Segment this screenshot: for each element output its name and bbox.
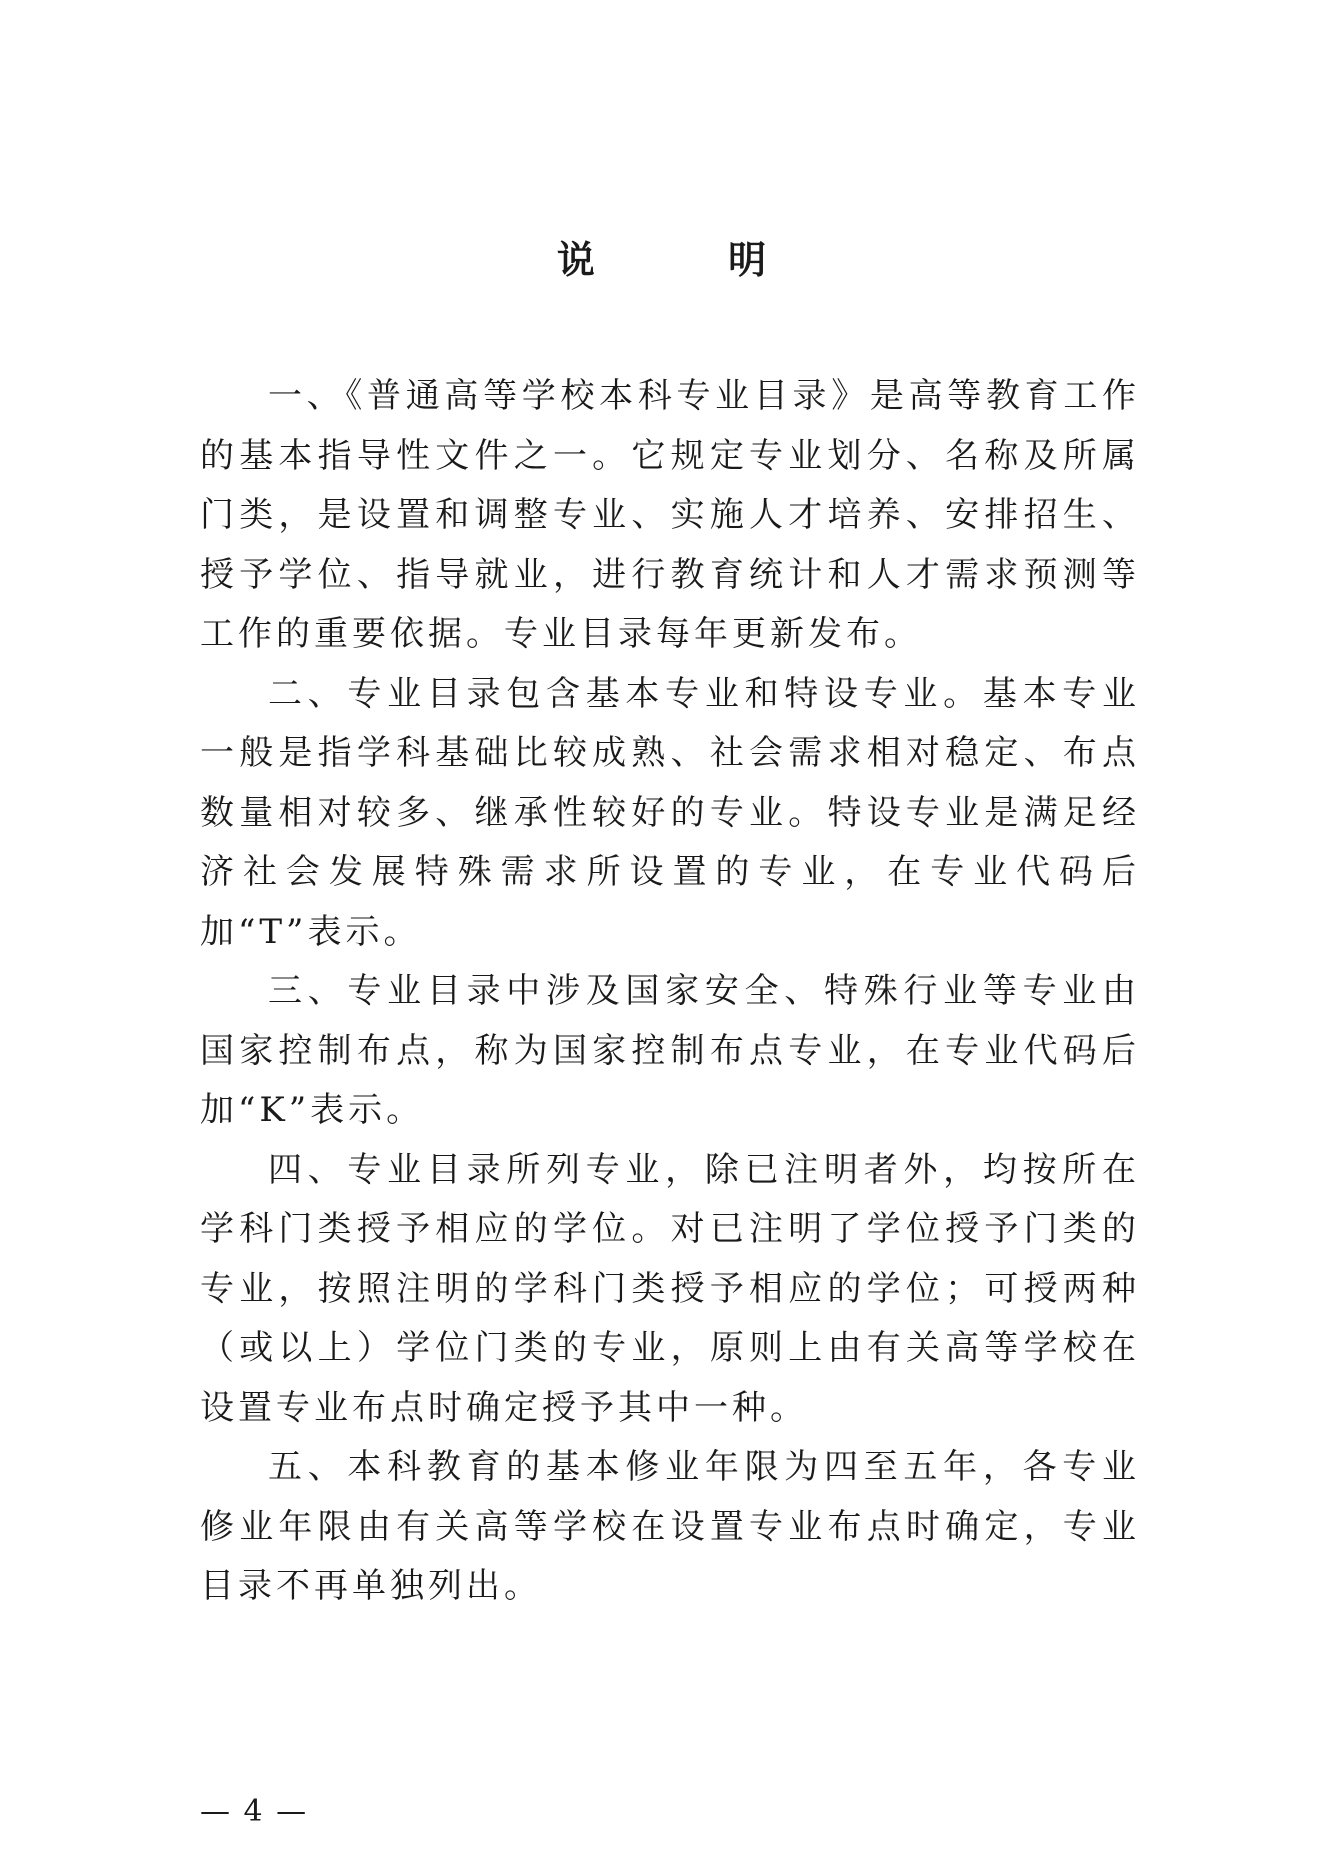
document-body: [200, 367, 1140, 1617]
paragraph-2: 二、专业目录包含基本专业和特设专业。基本专业一般是指学科基础比较成熟、社会需求相对稳定、布点数量相对较多、继承性较好的专业。特设专业是满足经济社会发展特殊需求所设置的专业，在专业代码后加“T”表示。: [200, 673, 1140, 952]
paragraph-4: 四、专业目录所列专业，除已注明者外，均按所在学科门类授予相应的学位。对已注明了学位授予门类的专业，按照注明的学科门类授予相应的学位；可授两种（或以上）学位门类的专业，原则上由有关高等学校在设置专业布点时确定授予其中一种。: [200, 1149, 1140, 1428]
paragraph-1: 一、《普通高等学校本科专业目录》是高等教育工作的基本指导性文件之一。它规定专业划分、名称及所属门类，是设置和调整专业、实施人才培养、安排招生、授予学位、指导就业，进行教育统计和人才需求预测等工作的重要依据。专业目录每年更新发布。: [200, 376, 1140, 654]
paragraph-3: 三、专业目录中涉及国家安全、特殊行业等专业由国家控制布点，称为国家控制布点专业，在专业代码后加“K”表示。: [200, 971, 1140, 1130]
page-title: 说 明: [556, 238, 827, 282]
paragraph-5: 五、本科教育的基本修业年限为四至五年，各专业修业年限由有关高等学校在设置专业布点时确定，专业目录不再单独列出。: [200, 1447, 1140, 1606]
page-number: — 4 —: [200, 1794, 309, 1829]
